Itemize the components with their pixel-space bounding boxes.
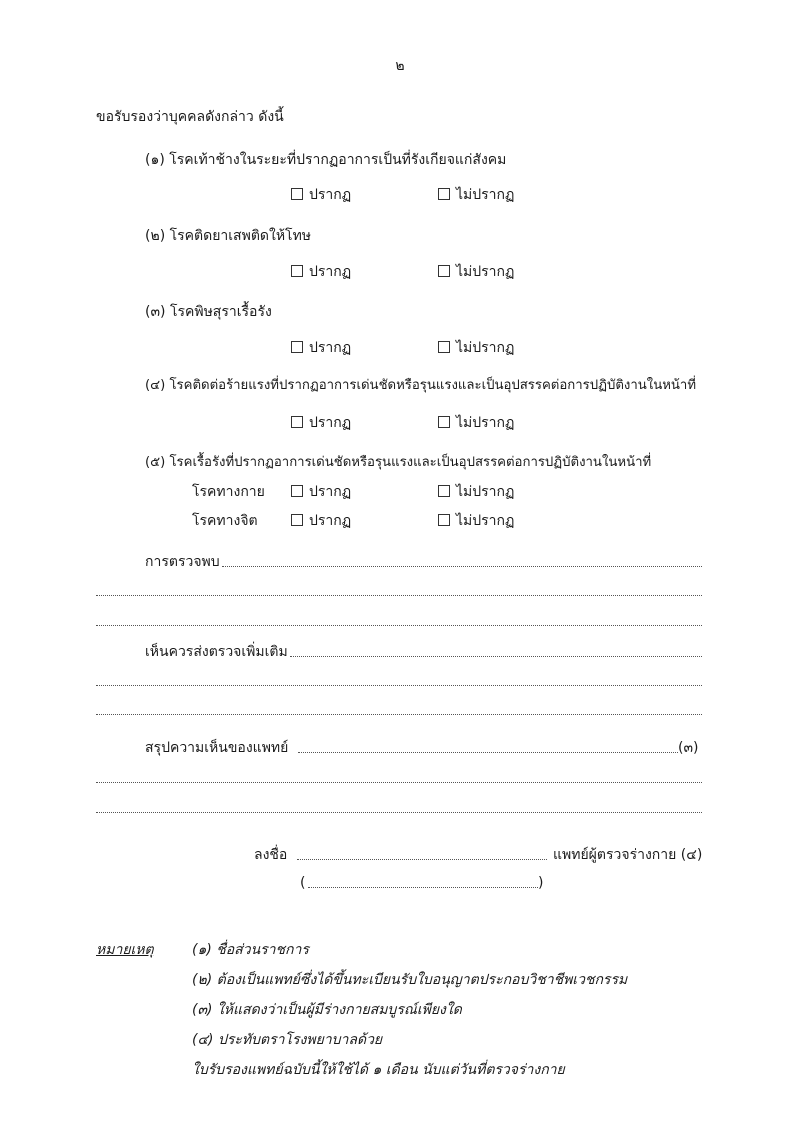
note-validity: ใบรับรองแพทย์ฉบับนี้ให้ใช้ได้ ๑ เดือน นับแต่วันที่ตรวจร่างกาย (192, 1062, 565, 1078)
condition-3-label: (๓) โรคพิษสุราเรื้อรัง (145, 304, 272, 320)
summary-field-line-1[interactable] (298, 752, 678, 753)
condition-5-physical-label: โรคทางกาย (192, 484, 265, 500)
checkbox-icon[interactable] (438, 265, 450, 277)
intro-text: ขอรับรองว่าบุคคลดังกล่าว ดังนี้ (96, 109, 284, 125)
doctor-role-label: แพทย์ผู้ตรวจร่างกาย (๔) (553, 847, 703, 863)
condition-3-absent[interactable]: ไม่ปรากฏ (438, 338, 514, 358)
note-item-4: (๔) ประทับตราโรงพยาบาลด้วย (192, 1032, 383, 1048)
checkbox-icon[interactable] (291, 265, 303, 277)
condition-4-label: (๔) โรคติดต่อร้ายแรงที่ปรากฏอาการเด่นชัดหรือรุนแรงและเป็นอุปสรรคต่อการปฏิบัติงานในหน้าที่ (145, 378, 697, 393)
findings-label: การตรวจพบ (145, 554, 220, 570)
checkbox-icon[interactable] (438, 514, 450, 526)
further-exam-field-line-2[interactable] (96, 685, 702, 686)
name-open-paren: ( (300, 875, 306, 891)
notes-title: หมายเหตุ (96, 942, 154, 958)
note-item-1: (๑) ชื่อส่วนราชการ (192, 942, 309, 958)
checkbox-icon[interactable] (291, 416, 303, 428)
checkbox-icon[interactable] (438, 188, 450, 200)
condition-2-absent[interactable]: ไม่ปรากฏ (438, 262, 514, 282)
condition-3-present[interactable]: ปรากฏ (291, 338, 351, 358)
condition-4-present[interactable]: ปรากฏ (291, 413, 351, 433)
note-item-2: (๒) ต้องเป็นแพทย์ซึ่งได้ขึ้นทะเบียนรับใบอนุญาตประกอบวิชาชีพเวชกรรม (192, 972, 628, 988)
condition-2-present[interactable]: ปรากฏ (291, 262, 351, 282)
checkbox-icon[interactable] (438, 416, 450, 428)
printed-name-field[interactable] (308, 887, 538, 888)
summary-label: สรุปความเห็นของแพทย์ (145, 740, 289, 756)
further-exam-label: เห็นควรส่งตรวจเพิ่มเติม (145, 644, 288, 660)
condition-5-physical-present[interactable]: ปรากฏ (291, 482, 351, 502)
name-close-paren: ) (538, 875, 544, 891)
sign-label: ลงชื่อ (254, 847, 288, 863)
page-number: ๒ (395, 58, 405, 74)
summary-field-line-3[interactable] (96, 812, 702, 813)
signature-field[interactable] (297, 859, 547, 860)
checkbox-icon[interactable] (438, 341, 450, 353)
condition-5-mental-absent[interactable]: ไม่ปรากฏ (438, 511, 514, 531)
condition-1-absent[interactable]: ไม่ปรากฏ (438, 185, 514, 205)
condition-2-label: (๒) โรคติดยาเสพติดให้โทษ (145, 228, 312, 244)
condition-5-mental-label: โรคทางจิต (192, 513, 258, 529)
condition-4-absent[interactable]: ไม่ปรากฏ (438, 413, 514, 433)
checkbox-icon[interactable] (291, 188, 303, 200)
summary-ref: (๓) (678, 740, 699, 756)
summary-field-line-2[interactable] (96, 782, 702, 783)
findings-field-line-2[interactable] (96, 595, 702, 596)
further-exam-field-line-1[interactable] (290, 656, 702, 657)
note-item-3: (๓) ให้แสดงว่าเป็นผู้มีร่างกายสมบูรณ์เพียงใด (192, 1002, 462, 1018)
checkbox-icon[interactable] (291, 514, 303, 526)
further-exam-field-line-3[interactable] (96, 714, 702, 715)
condition-1-label: (๑) โรคเท้าช้างในระยะที่ปรากฏอาการเป็นที่รังเกียจแก่สังคม (145, 152, 507, 168)
condition-1-present[interactable]: ปรากฏ (291, 185, 351, 205)
checkbox-icon[interactable] (291, 485, 303, 497)
findings-field-line-1[interactable] (222, 566, 702, 567)
findings-field-line-3[interactable] (96, 625, 702, 626)
condition-5-mental-present[interactable]: ปรากฏ (291, 511, 351, 531)
checkbox-icon[interactable] (438, 485, 450, 497)
checkbox-icon[interactable] (291, 341, 303, 353)
condition-5-physical-absent[interactable]: ไม่ปรากฏ (438, 482, 514, 502)
condition-5-label: (๕) โรคเรื้อรังที่ปรากฏอาการเด่นชัดหรือรุนแรงและเป็นอุปสรรคต่อการปฏิบัติงานในหน้าที่ (145, 455, 652, 470)
